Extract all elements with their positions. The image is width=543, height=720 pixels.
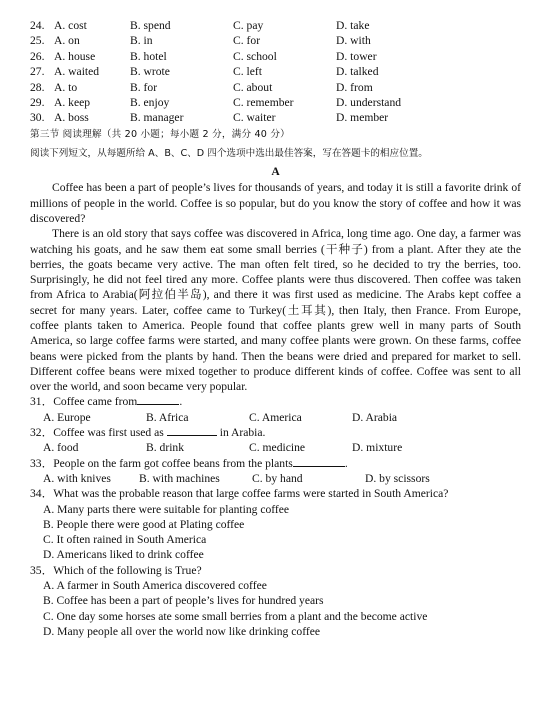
question-32 — [30, 425, 521, 456]
section-instruction: 阅读下列短文，从每题所给 A、B、C、D 四个选项中选出最佳答案，写在答题卡的相应位置。 — [30, 148, 428, 160]
option-c: C. about — [233, 80, 273, 94]
question-number: 27. — [30, 65, 45, 79]
option-a: A. A farmer in South America discovered coffee — [43, 579, 267, 593]
answer-blank — [293, 456, 345, 467]
option-a: A. boss — [54, 111, 89, 125]
option-row-24 — [30, 18, 521, 33]
option-d: D. by scissors — [365, 471, 430, 485]
option-a: A. Europe — [43, 410, 91, 424]
option-b: B. Africa — [146, 410, 189, 424]
option-d: D. member — [336, 111, 389, 125]
question-33 — [30, 456, 521, 487]
option-d: D. from — [336, 80, 373, 94]
passage-paragraph-2: There is an old story that says coffee was discovered in Africa, long time ago. One day, a farmer was watching his goats, and he saw them eat some small berries (干种子) from a plant. After they ate the berries, the goats became very active. The man often felt tired, so he decided to try the berries, too. Surprisingly, he did not feel tired any more. Coffee plants were thus discovered. Then coffee was taken from Africa to Arabia(阿拉伯半岛), and there it was first used as medicine. The Arabs kept coffee a secret for many years. Later, coffee came to Turkey(土耳其), then Italy, then France. From Europe, coffee plants taken to America. People found that coffee plants grew well in many parts of South America, so large coffee farms were started, and many coffee plants were grown. On these farms, coffee beans were picked from the plants by hand. Then the beans were dried and prepared for market to sell. Different coffee beans were mixed together to produce different kinds of coffee. Coffee was sent to all over the world, and soon became very popular. — [30, 227, 521, 394]
stem-text: 33．People on the farm got coffee beans from the plants — [30, 456, 293, 470]
section-title: 第三节 阅读理解（共 20 小题；每小题 2 分，满分 40 分） — [30, 128, 290, 140]
stem-text: 32．Coffee was first used as — [30, 426, 164, 440]
option-b: B. in — [130, 34, 153, 48]
option-b: B. wrote — [130, 65, 170, 79]
option-b: B. for — [130, 80, 158, 94]
option-row-28 — [30, 80, 521, 95]
stem-end: . — [179, 395, 183, 409]
option-row-27 — [30, 64, 521, 79]
option-a: A. Many parts there were suitable for planting coffee — [43, 502, 290, 516]
option-a: A. to — [54, 80, 78, 94]
option-c: C. One day some horses ate some small berries from a plant and the become active — [43, 609, 428, 623]
option-row-30 — [30, 110, 521, 125]
option-a: A. food — [43, 441, 79, 455]
option-b: B. Coffee has been a part of people’s lives for hundred years — [43, 594, 324, 608]
option-a: A. keep — [54, 95, 91, 109]
option-b: B. People there were good at Plating coffee — [43, 517, 245, 531]
option-c: C. by hand — [252, 471, 303, 485]
option-c: C. left — [233, 65, 262, 79]
question-number: 26. — [30, 49, 45, 63]
question-stem: 35．Which of the following is True? — [30, 563, 202, 577]
option-b: B. manager — [130, 111, 184, 125]
option-d: D. take — [336, 19, 370, 32]
option-c: C. medicine — [249, 441, 306, 455]
passage-title: A — [271, 165, 280, 179]
question-number: 30. — [30, 111, 45, 125]
option-b: B. drink — [146, 441, 185, 455]
question-31 — [30, 394, 521, 425]
option-b: B. hotel — [130, 49, 167, 63]
option-c: C. waiter — [233, 111, 276, 125]
stem-end: . — [344, 456, 348, 470]
answer-blank — [137, 394, 179, 405]
option-b: B. enjoy — [130, 95, 170, 109]
option-a: A. on — [54, 34, 80, 48]
option-c: C. for — [233, 34, 261, 48]
option-c: C. remember — [233, 95, 294, 109]
question-number: 28. — [30, 80, 45, 94]
question-options — [30, 440, 521, 455]
option-d: D. tower — [336, 49, 377, 63]
question-34 — [30, 486, 521, 562]
question-number: 24. — [30, 19, 45, 32]
question-stem — [30, 425, 521, 440]
option-d: D. talked — [336, 65, 379, 79]
option-c: C. America — [249, 410, 302, 424]
answer-blank — [167, 425, 217, 436]
option-a: A. waited — [54, 65, 100, 79]
question-number: 25. — [30, 34, 45, 48]
option-d: D. with — [336, 34, 371, 48]
stem-text: 31．Coffee came from — [30, 395, 138, 409]
stem-end: in Arabia. — [219, 426, 266, 440]
option-d: D. understand — [336, 95, 402, 109]
option-row-26 — [30, 49, 521, 64]
question-stem — [30, 456, 521, 471]
option-b: B. with machines — [139, 471, 220, 485]
option-c: C. It often rained in South America — [43, 533, 207, 547]
option-row-29 — [30, 95, 521, 110]
option-c: C. pay — [233, 19, 264, 32]
option-a: A. cost — [54, 19, 87, 32]
option-a: A. house — [54, 49, 96, 63]
option-d: D. mixture — [352, 441, 403, 455]
option-d: D. Many people all over the world now like drinking coffee — [43, 624, 320, 638]
question-options — [30, 471, 521, 486]
option-a: A. with knives — [43, 471, 111, 485]
passage-paragraph-1: Coffee has been a part of people’s lives for thousands of years, and today it is still a favorite drink of millions of people in the world. Coffee is so popular, but do you know the story of coffee and how it was discovered? — [30, 181, 521, 225]
question-35 — [30, 563, 521, 639]
option-b: B. spend — [130, 19, 171, 32]
option-c: C. school — [233, 49, 277, 63]
question-stem — [30, 394, 521, 409]
options-table — [30, 18, 521, 126]
question-number: 29. — [30, 95, 45, 109]
option-d: D. Arabia — [352, 410, 398, 424]
option-row-25 — [30, 33, 521, 48]
question-stem: 34．What was the probable reason that large coffee farms were started in South America? — [30, 487, 449, 501]
option-d: D. Americans liked to drink coffee — [43, 548, 204, 562]
question-options — [30, 410, 521, 425]
